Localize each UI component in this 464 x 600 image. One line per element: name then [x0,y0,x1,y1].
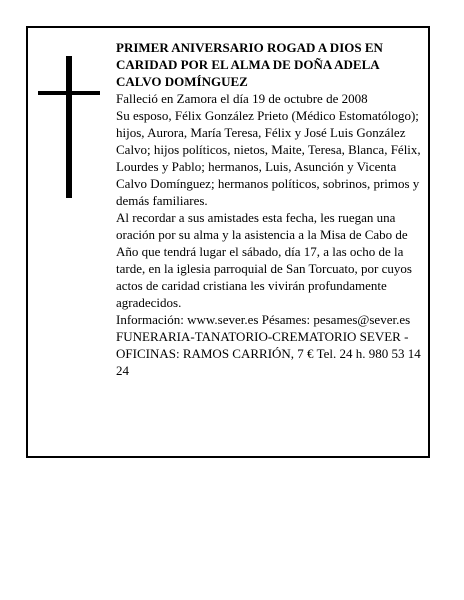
family-list: Su esposo, Félix González Prieto (Médico Estomatólogo); hijos, Aurora, María Teresa, Félix y José Luis González Calvo; hijos políticos, nietos, Maite, Teresa, Blanca, Félix, Lourdes y Pablo; hermanos, Luis, Asunción y Vicenta Calvo Domínguez; hermanos políticos, sobrinos, primos y demás familiares. [116,108,421,208]
notice-title: PRIMER ANIVERSARIO ROGAD A DIOS EN CARIDAD POR EL ALMA DE DOÑA ADELA CALVO DOMÍNGUEZ [116,40,383,89]
mass-announcement: Al recordar a sus amistades esta fecha, les ruegan una oración por su alma y la asistencia a la Misa de Cabo de Año que tendrá lugar el sábado, día 17, a las ocho de la tarde, en la iglesia parroquial de San Torcuato, por cuyos actos de caridad cristiana les vivirán profundamente agradecidos. [116,210,412,310]
funeral-home-info: FUNERARIA-TANATORIO-CREMATORIO SEVER - OFICINAS: RAMOS CARRIÓN, 7 € Tel. 24 h. 980 53 14 24 [116,329,421,378]
obituary-notice [26,26,430,458]
contact-info: Información: www.sever.es Pésames: pesames@sever.es [116,312,411,327]
cross-horizontal-bar [38,91,100,95]
cross-icon [38,56,100,198]
notice-content [116,39,422,379]
death-info: Falleció en Zamora el día 19 de octubre de 2008 [116,91,368,106]
cross-vertical-bar [66,56,72,198]
